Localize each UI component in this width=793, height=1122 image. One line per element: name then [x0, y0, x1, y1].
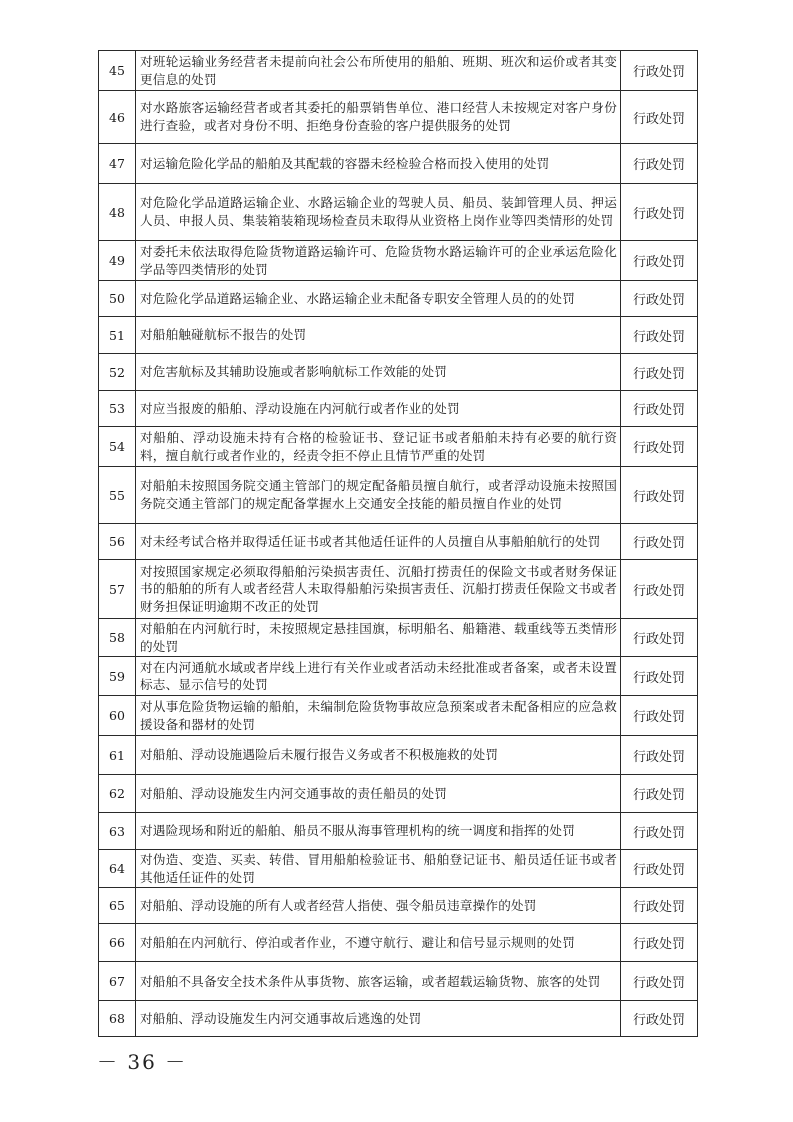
row-number: 67: [99, 962, 136, 1001]
row-penalty-type: 行政处罚: [621, 524, 698, 560]
table-row: [99, 281, 698, 317]
row-content: 对船舶、浮动设施的所有人或者经营人指使、强令船员违章操作的处罚: [136, 888, 621, 924]
row-number: 61: [99, 736, 136, 775]
row-content: 对船舶、浮动设施未持有合格的检验证书、登记证书或者船舶未持有必要的航行资料，擅自航行或者作业的，经责令拒不停止且情节严重的处罚: [136, 427, 621, 467]
table-row: [99, 924, 698, 962]
row-content: 对船舶在内河航行、停泊或者作业，不遵守航行、避让和信号显示规则的处罚: [136, 924, 621, 962]
page-number: － 36 －: [97, 1050, 188, 1074]
row-number: 49: [99, 241, 136, 281]
row-content: 对水路旅客运输经营者或者其委托的船票销售单位、港口经营人未按规定对客户身份进行查验，或者对身份不明、拒绝身份查验的客户提供服务的处罚: [136, 91, 621, 144]
row-penalty-type: 行政处罚: [621, 696, 698, 736]
row-content: 对未经考试合格并取得适任证书或者其他适任证件的人员擅自从事船舶航行的处罚: [136, 524, 621, 560]
row-penalty-type: 行政处罚: [621, 241, 698, 281]
row-penalty-type: 行政处罚: [621, 962, 698, 1001]
table-row: [99, 91, 698, 144]
row-content: 对运输危险化学品的船舶及其配载的容器未经检验合格而投入使用的处罚: [136, 144, 621, 184]
row-number: 64: [99, 850, 136, 888]
row-penalty-type: 行政处罚: [621, 354, 698, 391]
row-penalty-type: 行政处罚: [621, 813, 698, 850]
row-content: 对危险化学品道路运输企业、水路运输企业未配备专职安全管理人员的的处罚: [136, 281, 621, 317]
row-number: 59: [99, 657, 136, 696]
table-row: [99, 144, 698, 184]
table-row: [99, 775, 698, 813]
row-penalty-type: 行政处罚: [621, 560, 698, 619]
row-number: 60: [99, 696, 136, 736]
row-number: 58: [99, 619, 136, 657]
row-content: 对危险化学品道路运输企业、水路运输企业的驾驶人员、船员、装卸管理人员、押运人员、申报人员、集装箱装箱现场检查员未取得从业资格上岗作业等四类情形的处罚: [136, 184, 621, 241]
row-penalty-type: 行政处罚: [621, 91, 698, 144]
row-content: 对船舶不具备安全技术条件从事货物、旅客运输，或者超载运输货物、旅客的处罚: [136, 962, 621, 1001]
row-content: 对班轮运输业务经营者未提前向社会公布所使用的船舶、班期、班次和运价或者其变更信息的处罚: [136, 51, 621, 91]
row-number: 48: [99, 184, 136, 241]
row-number: 68: [99, 1001, 136, 1037]
row-number: 52: [99, 354, 136, 391]
row-penalty-type: 行政处罚: [621, 317, 698, 354]
row-content: 对按照国家规定必须取得船舶污染损害责任、沉船打捞责任的保险文书或者财务保证书的船舶的所有人或者经营人未取得船舶污染损害责任、沉船打捞责任保险文书或者财务担保证明逾期不改正的处罚: [136, 560, 621, 619]
row-content: 对遇险现场和附近的船舶、船员不服从海事管理机构的统一调度和指挥的处罚: [136, 813, 621, 850]
row-content: 对应当报废的船舶、浮动设施在内河航行或者作业的处罚: [136, 391, 621, 427]
row-number: 51: [99, 317, 136, 354]
table-row: [99, 184, 698, 241]
row-penalty-type: 行政处罚: [621, 736, 698, 775]
row-content: 对危害航标及其辅助设施或者影响航标工作效能的处罚: [136, 354, 621, 391]
administrative-penalty-table: [98, 50, 698, 1037]
table-row: [99, 427, 698, 467]
row-content: 对船舶未按照国务院交通主管部门的规定配备船员擅自航行，或者浮动设施未按照国务院交通主管部门的规定配备掌握水上交通安全技能的船员擅自作业的处罚: [136, 467, 621, 524]
row-number: 55: [99, 467, 136, 524]
row-number: 50: [99, 281, 136, 317]
table-row: [99, 813, 698, 850]
table-row: [99, 524, 698, 560]
row-penalty-type: 行政处罚: [621, 51, 698, 91]
row-content: 对伪造、变造、买卖、转借、冒用船舶检验证书、船舶登记证书、船员适任证书或者其他适任证件的处罚: [136, 850, 621, 888]
table-row: [99, 51, 698, 91]
row-number: 54: [99, 427, 136, 467]
row-penalty-type: 行政处罚: [621, 924, 698, 962]
row-content: 对船舶、浮动设施发生内河交通事故的责任船员的处罚: [136, 775, 621, 813]
table-row: [99, 560, 698, 619]
row-number: 65: [99, 888, 136, 924]
row-number: 45: [99, 51, 136, 91]
row-penalty-type: 行政处罚: [621, 619, 698, 657]
row-penalty-type: 行政处罚: [621, 391, 698, 427]
table-row: [99, 888, 698, 924]
table-row: [99, 391, 698, 427]
row-number: 46: [99, 91, 136, 144]
row-number: 47: [99, 144, 136, 184]
table-row: [99, 1001, 698, 1037]
table-row: [99, 317, 698, 354]
row-penalty-type: 行政处罚: [621, 1001, 698, 1037]
table-row: [99, 467, 698, 524]
table-row: [99, 354, 698, 391]
row-number: 56: [99, 524, 136, 560]
table-row: [99, 657, 698, 696]
row-content: 对船舶、浮动设施遇险后未履行报告义务或者不积极施救的处罚: [136, 736, 621, 775]
row-penalty-type: 行政处罚: [621, 427, 698, 467]
table-row: [99, 696, 698, 736]
table-row: [99, 241, 698, 281]
row-content: 对委托未依法取得危险货物道路运输许可、危险货物水路运输许可的企业承运危险化学品等四类情形的处罚: [136, 241, 621, 281]
table-row: [99, 619, 698, 657]
row-number: 62: [99, 775, 136, 813]
table-row: [99, 962, 698, 1001]
row-number: 66: [99, 924, 136, 962]
row-content: 对从事危险货物运输的船舶，未编制危险货物事故应急预案或者未配备相应的应急救援设备和器材的处罚: [136, 696, 621, 736]
row-content: 对船舶触碰航标不报告的处罚: [136, 317, 621, 354]
row-number: 53: [99, 391, 136, 427]
row-penalty-type: 行政处罚: [621, 775, 698, 813]
row-penalty-type: 行政处罚: [621, 144, 698, 184]
row-penalty-type: 行政处罚: [621, 467, 698, 524]
row-content: 对船舶、浮动设施发生内河交通事故后逃逸的处罚: [136, 1001, 621, 1037]
table-row: [99, 850, 698, 888]
row-penalty-type: 行政处罚: [621, 281, 698, 317]
row-penalty-type: 行政处罚: [621, 657, 698, 696]
table-row: [99, 736, 698, 775]
row-penalty-type: 行政处罚: [621, 888, 698, 924]
row-penalty-type: 行政处罚: [621, 850, 698, 888]
table-body: [99, 51, 698, 1037]
row-penalty-type: 行政处罚: [621, 184, 698, 241]
row-content: 对在内河通航水域或者岸线上进行有关作业或者活动未经批准或者备案，或者未设置标志、显示信号的处罚: [136, 657, 621, 696]
row-content: 对船舶在内河航行时，未按照规定悬挂国旗，标明船名、船籍港、载重线等五类情形的处罚: [136, 619, 621, 657]
row-number: 57: [99, 560, 136, 619]
row-number: 63: [99, 813, 136, 850]
